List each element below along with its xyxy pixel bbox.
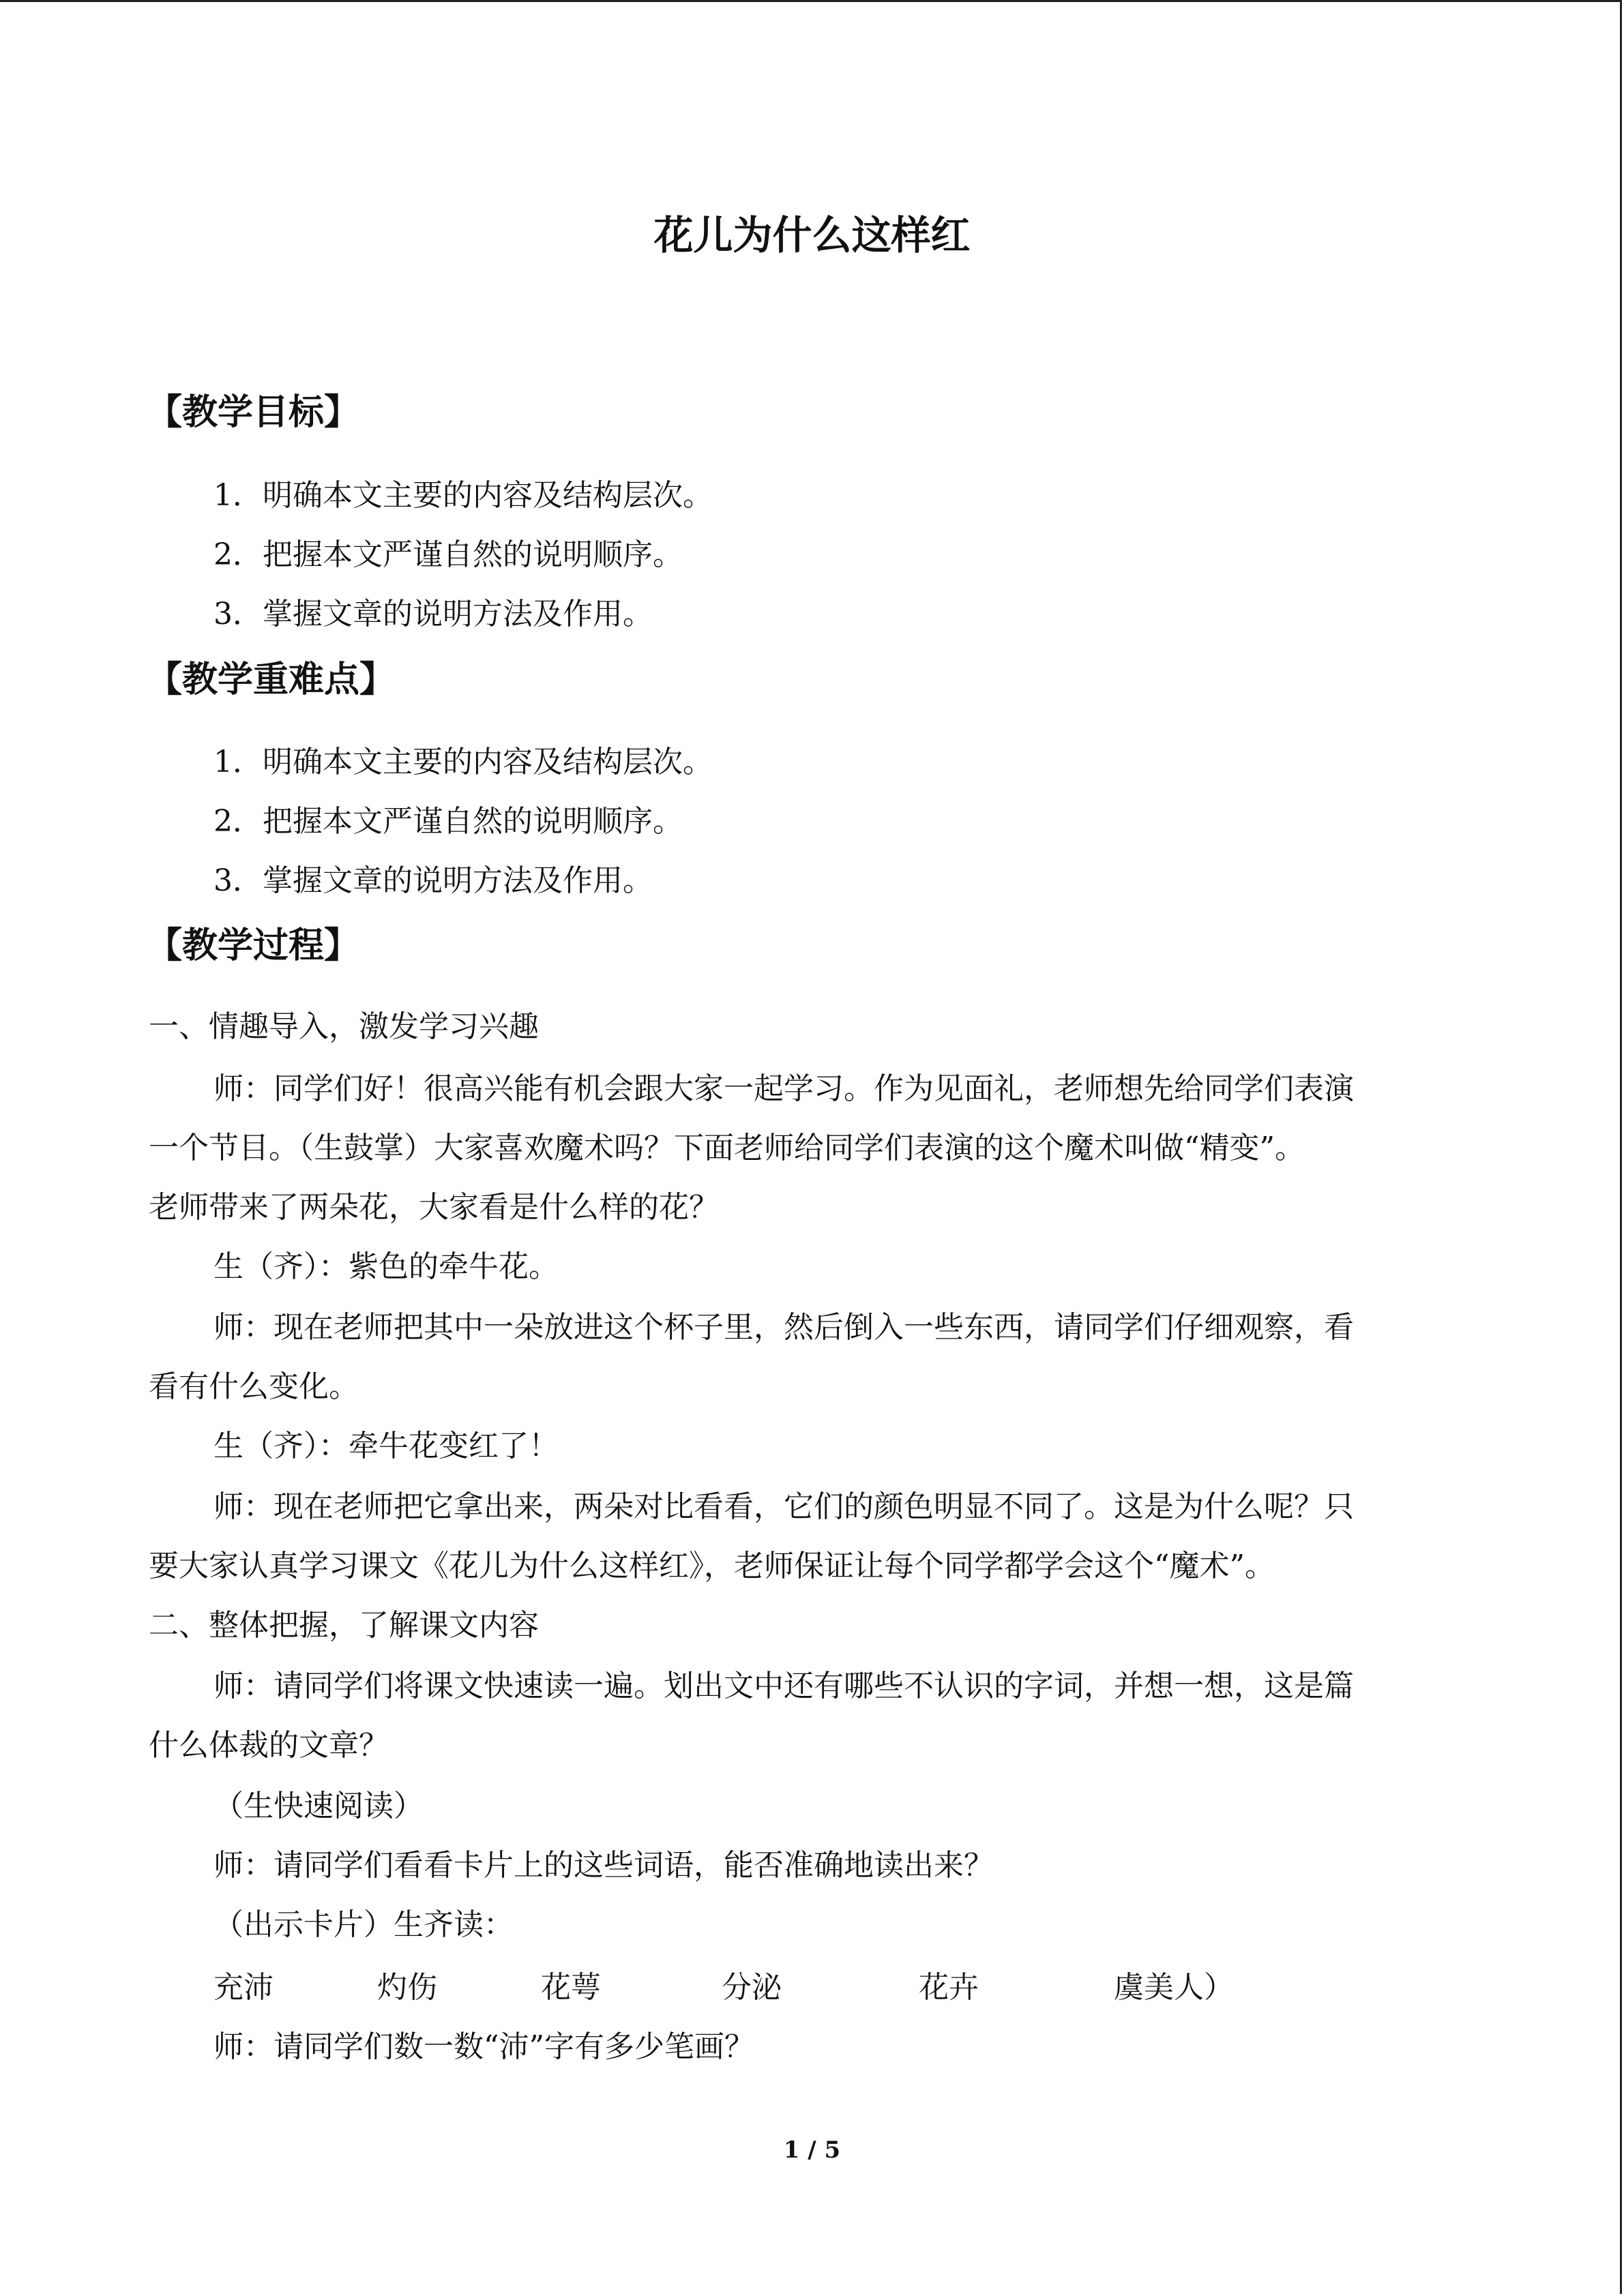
section-heading-keypoints: 【教学重难点】 [147,659,396,700]
paragraph-line: 师：现在老师把其中一朵放进这个杯子里，然后倒入一些东西，请同学们仔细观察，看 [213,1310,1354,1345]
paragraph-line: （出示卡片）生齐读： [213,1907,514,1942]
paragraph-line: 生（齐）：牵牛花变红了！ [213,1429,559,1463]
section-heading-goals: 【教学目标】 [147,392,360,433]
paragraph-line: 师：现在老师把它拿出来，两朵对比看看，它们的颜色明显不同了。这是为什么呢？只 [213,1489,1354,1524]
vocab-word: 虞美人） [1114,1970,1234,2005]
vocab-word: 花萼 [541,1970,601,2005]
vocab-cards-row [0,1967,1624,2008]
subsection-heading: 二、整体把握，了解课文内容 [149,1608,539,1643]
goal-item: 3．掌握文章的说明方法及作用。 [213,597,653,631]
paragraph-line: 老师带来了两朵花，大家看是什么样的花？ [149,1190,719,1225]
vocab-word: 分泌 [722,1970,782,2005]
paragraph-line: 师：同学们好！很高兴能有机会跟大家一起学习。作为见面礼，老师想先给同学们表演 [213,1071,1354,1106]
keypoint-item: 2．把握本文严谨自然的说明顺序。 [213,804,683,839]
paragraph-line: 要大家认真学习课文《花儿为什么这样红》，老师保证让每个同学都学会这个“魔术”。 [149,1549,1275,1583]
subsection-heading: 一、情趣导入，激发学习兴趣 [149,1009,539,1044]
keypoint-item: 1．明确本文主要的内容及结构层次。 [213,745,713,779]
paragraph-line: 看有什么变化。 [149,1369,359,1404]
goal-item: 1．明确本文主要的内容及结构层次。 [213,478,713,513]
paragraph-line: 什么体裁的文章？ [149,1728,389,1763]
section-heading-process: 【教学过程】 [147,925,360,966]
page-number: 1 / 5 [783,2136,841,2164]
keypoint-item: 3．掌握文章的说明方法及作用。 [213,863,653,898]
paragraph-line: 师：请同学们看看卡片上的这些词语，能否准确地读出来？ [213,1848,994,1883]
vocab-word: 花卉 [919,1970,979,2005]
paragraph-line: 师：请同学们将课文快速读一遍。划出文中还有哪些不认识的字词，并想一想，这是篇 [213,1669,1354,1703]
paragraph-line: 师：请同学们数一数“沛”字有多少笔画？ [213,2029,754,2064]
paragraph-line: 一个节目。（生鼓掌）大家喜欢魔术吗？下面老师给同学们表演的这个魔术叫做“精变”。 [149,1131,1305,1165]
paragraph-line: （生快速阅读） [213,1789,424,1823]
document-title: 花儿为什么这样红 [653,212,971,258]
paragraph-line: 生（齐）：紫色的牵牛花。 [213,1249,559,1284]
vocab-word: 充沛 [213,1970,274,2005]
vocab-word: 灼伤 [377,1970,437,2005]
goal-item: 2．把握本文严谨自然的说明顺序。 [213,537,683,572]
